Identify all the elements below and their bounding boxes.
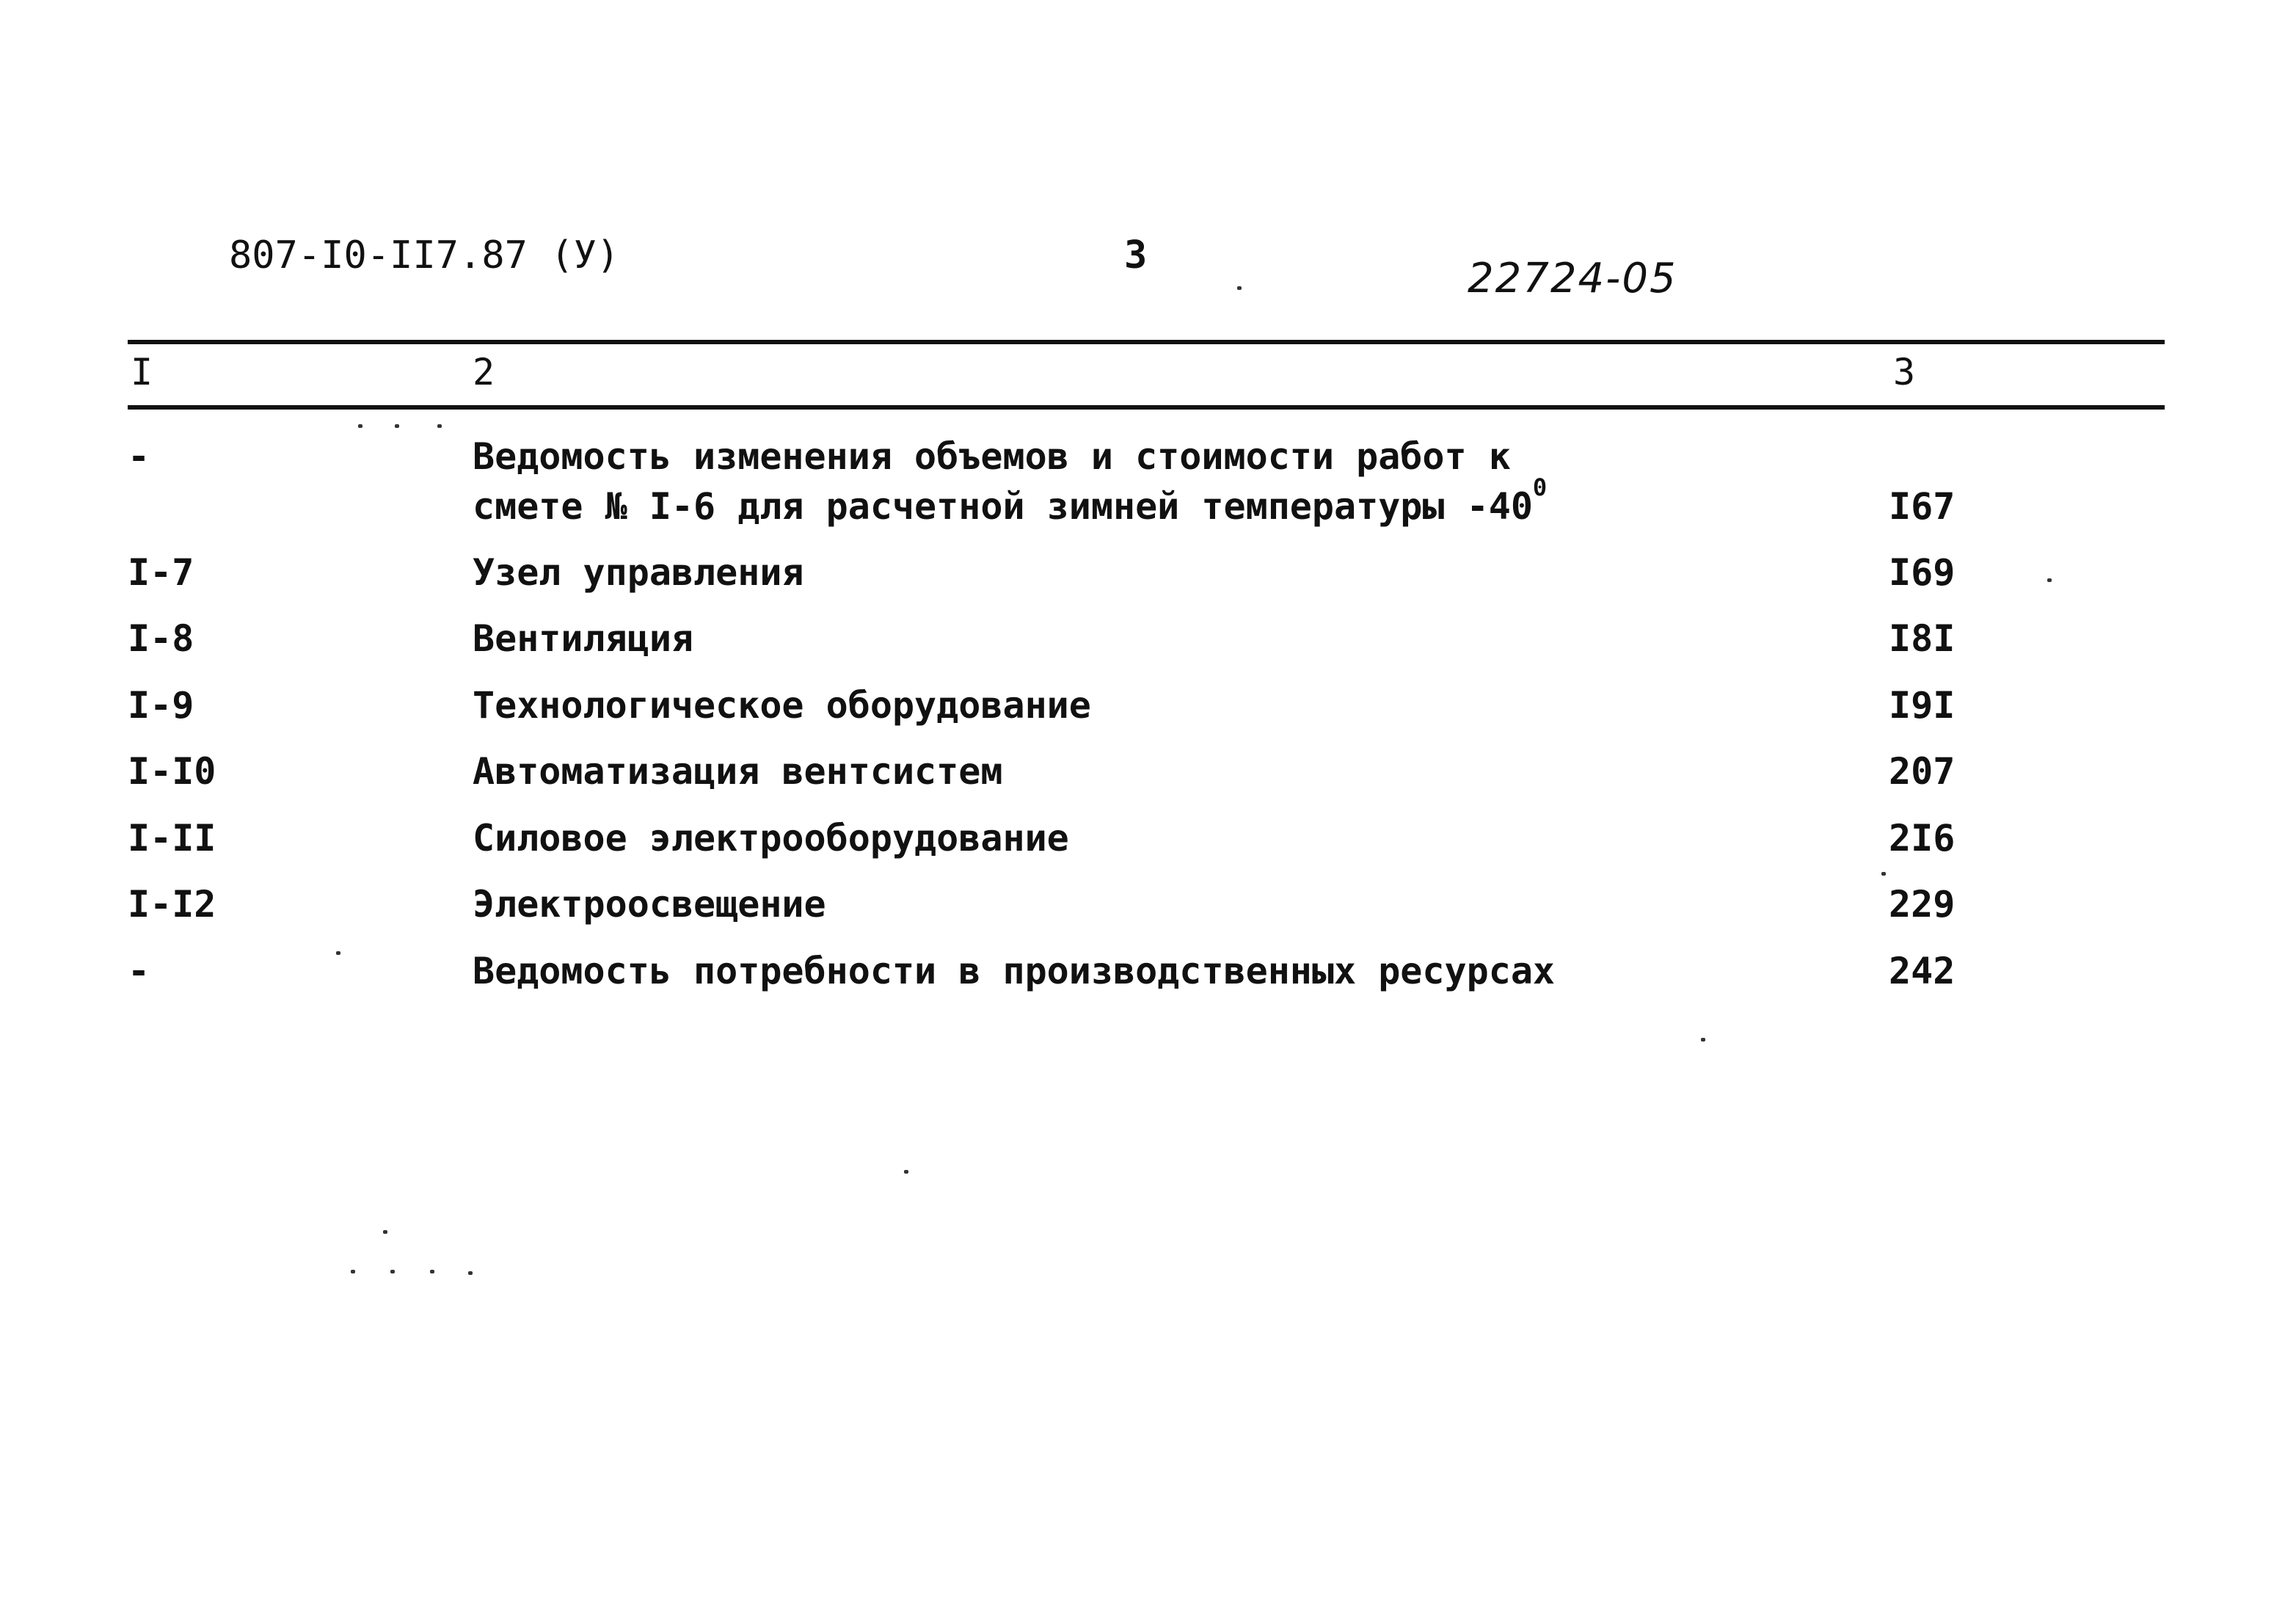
scan-speck xyxy=(1701,1038,1705,1042)
row-title: Узел управления xyxy=(473,551,804,594)
row-number: - xyxy=(128,435,150,478)
row-page: 2I6 xyxy=(1889,817,1956,859)
row-title: Технологическое оборудование xyxy=(473,684,1091,727)
row-number: I-I2 xyxy=(128,883,216,926)
row-page: I9I xyxy=(1889,684,1956,727)
row-number: I-II xyxy=(128,817,216,859)
scan-speck xyxy=(1881,872,1886,876)
column-header-1: I xyxy=(131,351,153,393)
column-header-3: 3 xyxy=(1893,351,1916,393)
row-number: I-7 xyxy=(128,551,194,594)
scan-speck xyxy=(430,1270,434,1273)
scan-speck xyxy=(1237,286,1242,290)
scan-speck xyxy=(383,1230,387,1234)
row-title: Ведомость потребности в производственных ресурсах xyxy=(473,950,1556,992)
table-header-rule xyxy=(128,405,2165,410)
row-number: I-I0 xyxy=(128,750,216,793)
column-header-2: 2 xyxy=(473,351,495,393)
row-page: 242 xyxy=(1889,950,1956,992)
row-page: I8I xyxy=(1889,617,1956,660)
degree-mark: 0 xyxy=(1532,473,1548,501)
scan-speck xyxy=(904,1170,908,1174)
row-title-line2-text: смете № I-6 для расчетной зимней температуры -40 xyxy=(473,485,1533,528)
row-page: I69 xyxy=(1889,551,1956,594)
row-title-line2 xyxy=(473,473,1548,531)
row-page: 229 xyxy=(1889,883,1956,926)
scan-speck xyxy=(468,1271,473,1275)
scan-speck xyxy=(358,424,362,428)
row-number: - xyxy=(128,950,150,992)
document-code: 807-I0-II7.87 (У) xyxy=(229,233,620,277)
row-title: Электроосвещение xyxy=(473,883,826,926)
scan-speck xyxy=(336,951,340,955)
page-number: 3 xyxy=(1124,233,1148,277)
scan-speck xyxy=(390,1270,395,1273)
row-number: I-8 xyxy=(128,617,194,660)
row-page: I67 xyxy=(1889,485,1956,528)
scan-speck xyxy=(437,424,442,428)
table-top-rule xyxy=(128,340,2165,344)
row-title: Ведомость изменения объемов и стоимости работ к xyxy=(473,435,1511,478)
handwritten-number: 22724-05 xyxy=(1468,255,1677,302)
row-title: Автоматизация вентсистем xyxy=(473,750,1003,793)
scan-speck xyxy=(395,424,399,428)
row-title: Силовое электрооборудование xyxy=(473,817,1069,859)
row-number: I-9 xyxy=(128,684,194,727)
row-page: 207 xyxy=(1889,750,1956,793)
scan-speck xyxy=(2047,578,2052,582)
row-title: Вентиляция xyxy=(473,617,694,660)
scan-speck xyxy=(351,1270,355,1273)
